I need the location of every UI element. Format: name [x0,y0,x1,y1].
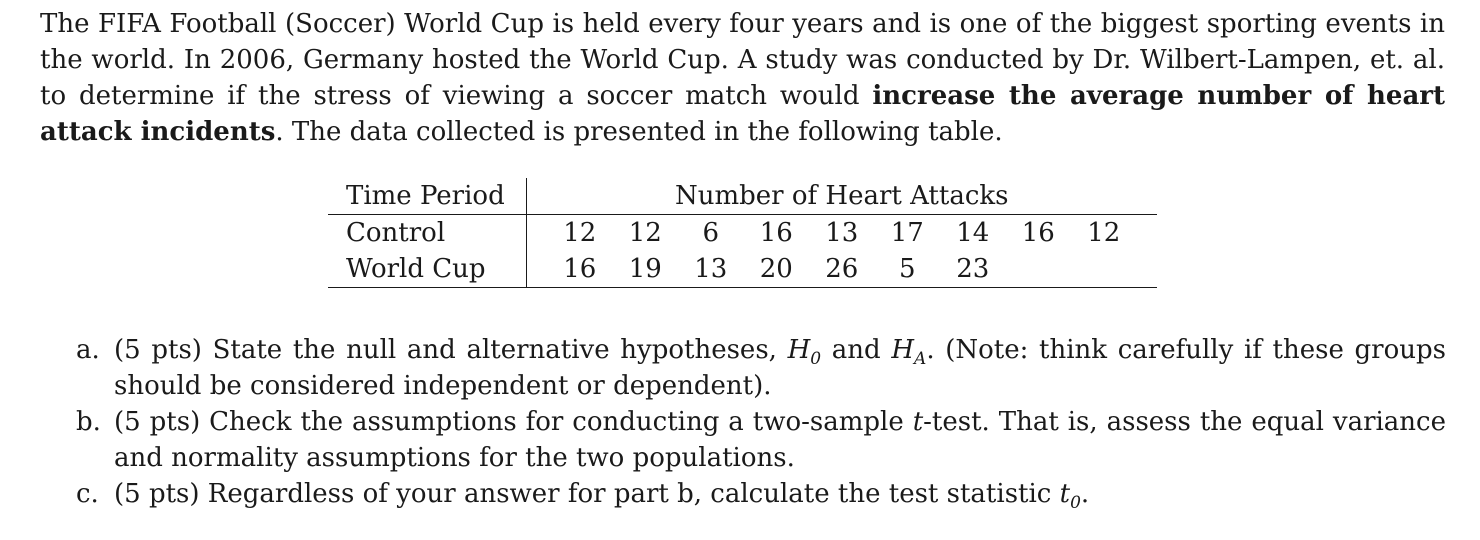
t0-subscript: 0 [1070,493,1081,514]
table-cell: 12 [563,218,597,248]
question-c-text: (5 pts) Regardless of your answer for part b, calculate the test statistic [114,479,1060,509]
intro-emphasis: increase the average number of heart attack incidents [40,81,1445,147]
heart-attacks-header: Number of Heart Attacks [675,181,1009,211]
table-cell: 5 [898,254,916,284]
table-cell: 26 [825,254,859,284]
question-a-marker: a. [76,335,100,365]
ha-letter: H [891,335,915,365]
table-cell: 13 [825,218,859,248]
table-cell: 17 [890,218,924,248]
world-cup-values [527,251,1157,288]
question-a [76,332,1446,404]
heart-attack-table [328,178,1157,288]
table-cell: 6 [702,218,720,248]
question-a-text: (5 pts) State the null and alternative hypotheses, [114,335,788,365]
control-values [527,215,1157,252]
intro-text-part1: The FIFA Football (Soccer) World Cup is held every four years and is one of the biggest sporting events in the world. In 2006, Germany hosted the World Cup. A study was conducted by Dr. Wilbert-Lampen, et. al. to determine if the stress of viewing a soccer match would [40,9,1445,111]
table-cell: 12 [628,218,662,248]
question-c-marker: c. [76,479,99,509]
row-label-world-cup: World Cup [328,251,527,288]
h0-subscript: 0 [810,349,822,370]
t0-symbol [1059,479,1081,514]
table-cell: 16 [1021,218,1055,248]
question-list [76,332,1446,512]
table-cell: 23 [956,254,990,284]
table-row-control [328,215,1157,252]
t-symbol: t [912,407,924,437]
table-cell: 14 [956,218,990,248]
table-cell: 16 [759,218,793,248]
ha-subscript: A [914,349,927,370]
table-cell: 20 [759,254,793,284]
question-c-text-end: . [1080,479,1090,509]
question-b-text-end: -test. That is, assess the equal variance and normality assumptions for the two populations. [114,407,1447,473]
table-cell: 16 [563,254,597,284]
question-b [76,404,1446,476]
problem-intro [40,6,1445,150]
table-cell: 12 [1087,218,1121,248]
question-a-and: and [821,335,892,365]
table-cell: 19 [628,254,662,284]
t0-letter: t [1059,479,1071,509]
table-header-row [328,178,1157,215]
table-row-world-cup [328,251,1157,288]
time-period-header: Time Period [328,178,527,215]
question-c [76,476,1446,512]
h0-symbol [787,335,822,370]
intro-text-part2: . The data collected is presented in the following table. [275,117,1003,147]
table-cell: 13 [694,254,728,284]
ha-symbol [891,335,927,370]
row-label-control: Control [328,215,527,252]
h0-letter: H [787,335,811,365]
question-a-note: . (Note: think carefully if these groups should be considered independent or dependent). [114,335,1446,401]
question-b-marker: b. [76,407,101,437]
question-b-text: (5 pts) Check the assumptions for conducting a two-sample [114,407,913,437]
